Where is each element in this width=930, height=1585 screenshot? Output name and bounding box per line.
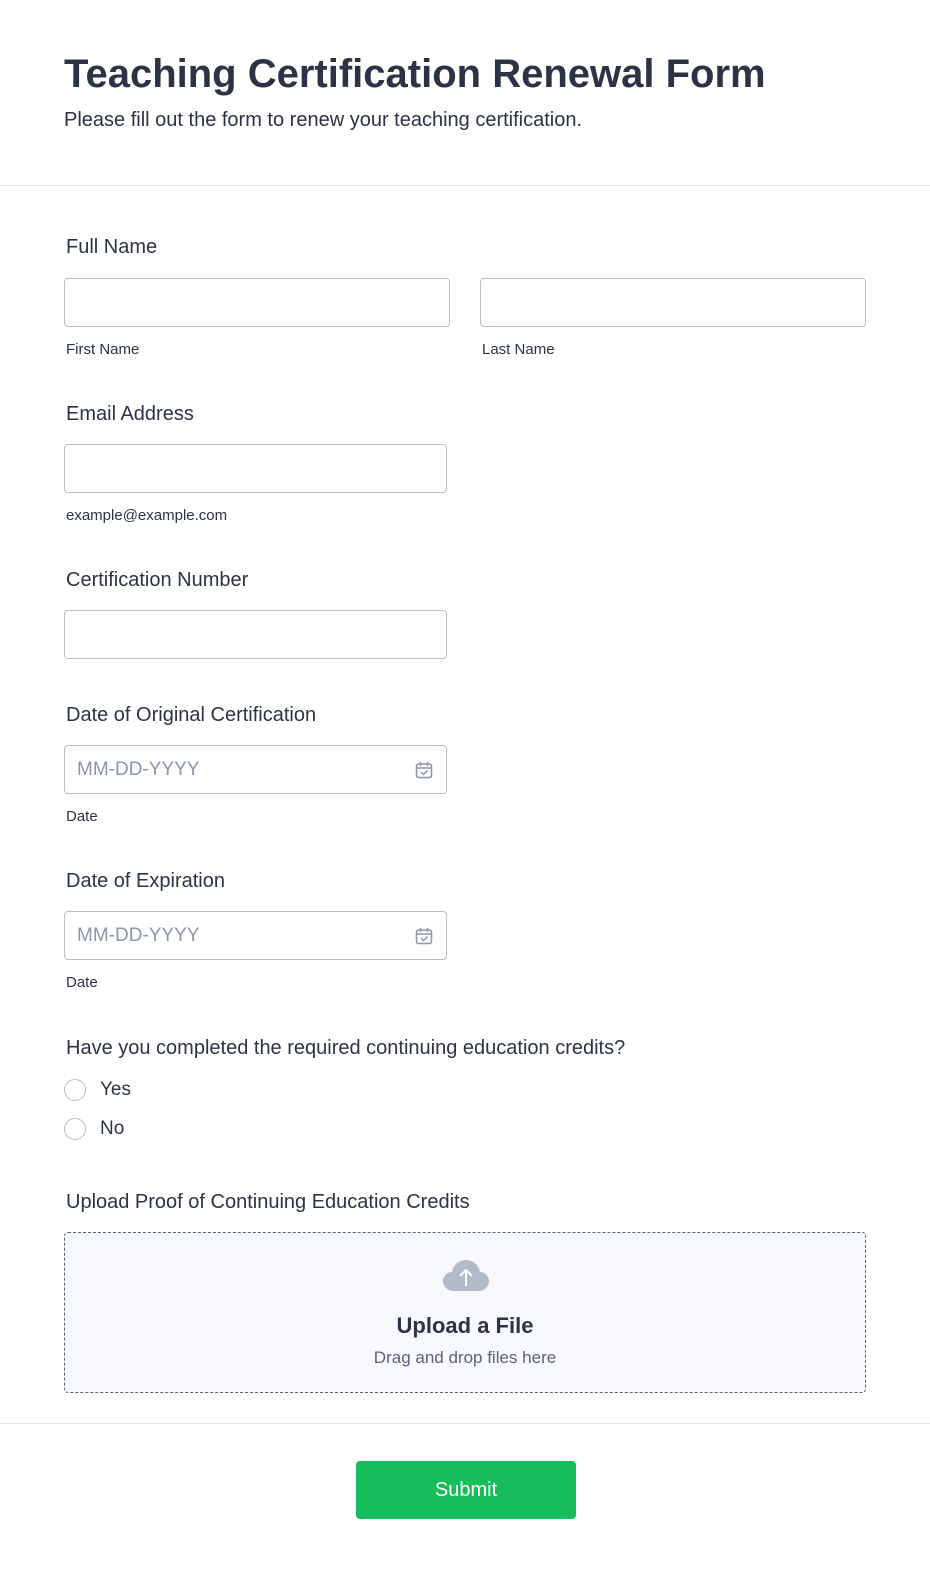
credits-question-label: Have you completed the required continuing education credits? [66, 1037, 626, 1059]
last-name-sublabel: Last Name [482, 341, 555, 358]
certification-number-input[interactable] [64, 610, 447, 659]
email-input[interactable] [64, 444, 447, 493]
email-sublabel: example@example.com [66, 507, 228, 524]
radio-circle[interactable] [64, 1079, 86, 1101]
page-title: Teaching Certification Renewal Form [64, 52, 766, 96]
first-name-input[interactable] [64, 278, 450, 327]
radio-option-no[interactable] [64, 1117, 124, 1141]
expiration-date-label: Date of Expiration [66, 870, 225, 892]
radio-circle[interactable] [64, 1118, 86, 1140]
radio-label-no: No [100, 1118, 125, 1139]
original-date-sublabel: Date [66, 808, 98, 825]
last-name-input[interactable] [480, 278, 866, 327]
file-upload-dropzone[interactable] [64, 1232, 866, 1393]
expiration-date-input[interactable] [64, 911, 447, 960]
expiration-date-sublabel: Date [66, 974, 98, 991]
radio-label-yes: Yes [100, 1079, 131, 1100]
first-name-sublabel: First Name [66, 341, 140, 358]
original-date-input[interactable] [64, 745, 447, 794]
footer-divider [0, 1423, 930, 1424]
calendar-icon[interactable] [415, 927, 433, 945]
upload-subtitle: Drag and drop files here [373, 1348, 557, 1367]
submit-button[interactable]: Submit [356, 1461, 576, 1519]
full-name-label: Full Name [66, 236, 158, 258]
upload-label: Upload Proof of Continuing Education Credits [66, 1191, 470, 1213]
cloud-upload-icon [442, 1259, 490, 1295]
form-header [0, 0, 930, 186]
page-subtitle: Please fill out the form to renew your teaching certification. [64, 109, 583, 131]
calendar-icon[interactable] [415, 761, 433, 779]
certification-number-label: Certification Number [66, 569, 249, 591]
upload-title: Upload a File [396, 1313, 534, 1338]
original-date-label: Date of Original Certification [66, 704, 317, 726]
email-label: Email Address [66, 403, 194, 425]
radio-option-yes[interactable] [64, 1078, 131, 1102]
